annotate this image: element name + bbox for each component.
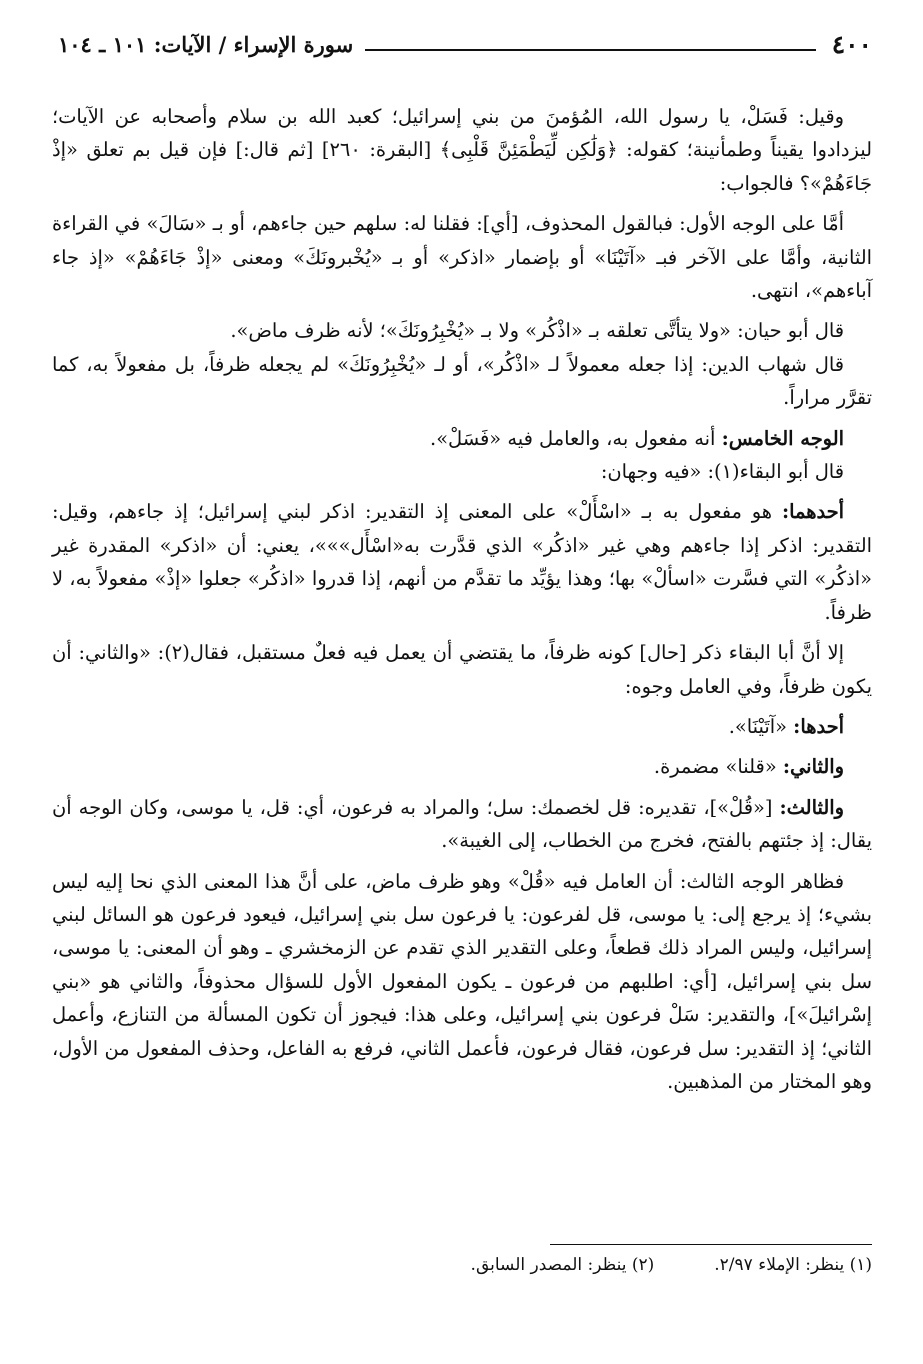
paragraph-text: فظاهر الوجه الثالث: أن العامل فيه «قُلْ» وهو ظرف ماض، على أنَّ هذا المعنى الذي نحا إليه ليس بشيء؛ إذ يرجع إلى: يا موسى، قل لفرعون: يا فرعون سل بني إسرائيل، فيعود فرعون هو السائل لبني إسرائيل، وليس المراد ذلك قطعاً، وعلى التقدير الذي تقدم عن الزمخشري ـ وهو أن المعنى: يا موسى، سل بني إسرائيل، [أي: اطلبهم من فرعون ـ يكون المفعول الأول للسؤال محذوفاً، والثاني هو «بني إسْرائيلَ»]، والتقدير: سَلْ فرعون بني إسرائيل، وعلى هذا: فيجوز أن تكون المسألة من التنازع، وأعمل الثاني؛ إذ التقدير: سل فرعون، فقال فرعون، فأعمل الثاني، فرفع به الفاعل، وحذف المفعول من الأول، وهو المختار من المذهبين. [52,869,872,1093]
paragraph-text: أنه مفعول به، والعامل فيه «فَسَلْ». [430,426,716,450]
paragraph [52,348,872,415]
paragraph-text: وقيل: فَسَلْ، يا رسول الله، المُؤمنَ من بني إسرائيل؛ كعبد الله بن سلام وأصحابه عن الآيات؛ ليزدادوا يقيناً وطمأنينة؛ كقوله: ﴿وَلَٰكِن لِّيَطْمَئِنَّ قَلْبِى﴾ [البقرة: ٢٦٠] [ثم قال:] فإن قيل بم تعلق «إذْ جَاءَهُمْ»؟ فالجواب: [52,105,873,195]
paragraph [52,750,872,783]
surah-title: سورة الإسراء / الآيات: ١٠١ ـ ١٠٤ [58,31,354,57]
paragraph-text: «قلنا» مضمرة. [653,755,777,779]
footnote-separator [550,1244,872,1245]
page-number: ٤٠٠ [831,29,872,59]
paragraph [52,455,872,488]
footnote: (١) ينظر: الإملاء ٢/٩٧. [714,1255,872,1275]
section-lead: والثالث: [779,795,844,819]
paragraph-text: قال أبو حيان: «ولا يتأتَّى تعلقه بـ «اذْكُر» ولا بـ «يُخْبِرُونَكَ»؛ لأنه ظرف ماض». [230,319,844,343]
running-header [52,26,872,62]
section-lead: أحدها: [793,714,844,738]
book-page [52,26,873,1275]
paragraph-text: «آتَيْنَا». [728,714,787,738]
paragraph [52,636,872,703]
paragraph [52,791,872,858]
paragraph [52,865,872,1099]
paragraph-text: هو مفعول به بـ «اسْأَلْ» على المعنى إذ التقدير: اذكر لبني إسرائيل؛ إذ جاءهم، وقيل: التقدير: اذكر إذا جاءهم وهي غير «اذكُر» الذي قدَّرت به«اسْأَل»»»، يعني: أن «اذكر» المقدرة غير «اذكُر» التي فسَّرت «اسألْ» بها؛ وهذا يؤيِّد ما تقدَّم من أنهم، إذا قدروا «اذكُر» جعلوا «إذْ» مفعولاً به، لا ظرفاً. [52,500,872,624]
paragraph-text: إلا أنَّ أبا البقاء ذكر [حال] كونه ظرفاً، ما يقتضي أن يعمل فيه فعلٌ مستقبل، فقال(٢): «والثاني: أن يكون ظرفاً، وفي العامل وجوه: [52,641,872,698]
section-lead: والثاني: [782,755,844,779]
paragraph-text: [«قُلْ»]، تقديره: قل لخصمك: سل؛ والمراد به فرعون، أي: قل، يا موسى، وكان الوجه أن يقال: إذ جئتهم بالفتح، فخرج من الخطاب، إلى الغيبة». [52,795,872,853]
paragraph-text: قال أبو البقاء(١): «فيه وجهان: [600,460,844,484]
paragraph [52,100,872,200]
paragraph [52,207,872,307]
paragraph [52,422,872,455]
paragraph-text: أمَّا على الوجه الأول: فبالقول المحذوف، [أي]: فقلنا له: سلهم حين جاءهم، أو بـ «سَالَ» في القراءة الثانية، وأمَّا على الآخر فبـ «آتَيْنَا» أو بإضمار «اذكر» أو بـ «يُخْبرونَكَ» ومعنى «إذْ جَاءَهُمْ» «إذ جاء آباءهم»، انتهى. [52,212,872,303]
footnotes [52,1251,872,1279]
main-text [52,100,872,1098]
paragraph-text: قال شهاب الدين: إذا جعله معمولاً لـ «اذْكُر»، أو لـ «يُخْبِرُونَكَ» لم يجعله ظرفاً، بل مفعولاً به، كما تقرَّر مراراً. [52,352,872,410]
section-lead: أحدهما: [781,500,844,524]
section-lead: الوجه الخامس: [721,426,844,450]
footnote: (٢) ينظر: المصدر السابق. [470,1255,655,1275]
paragraph [52,314,872,347]
paragraph [52,495,872,629]
paragraph [52,710,872,743]
header-rule [365,49,815,51]
